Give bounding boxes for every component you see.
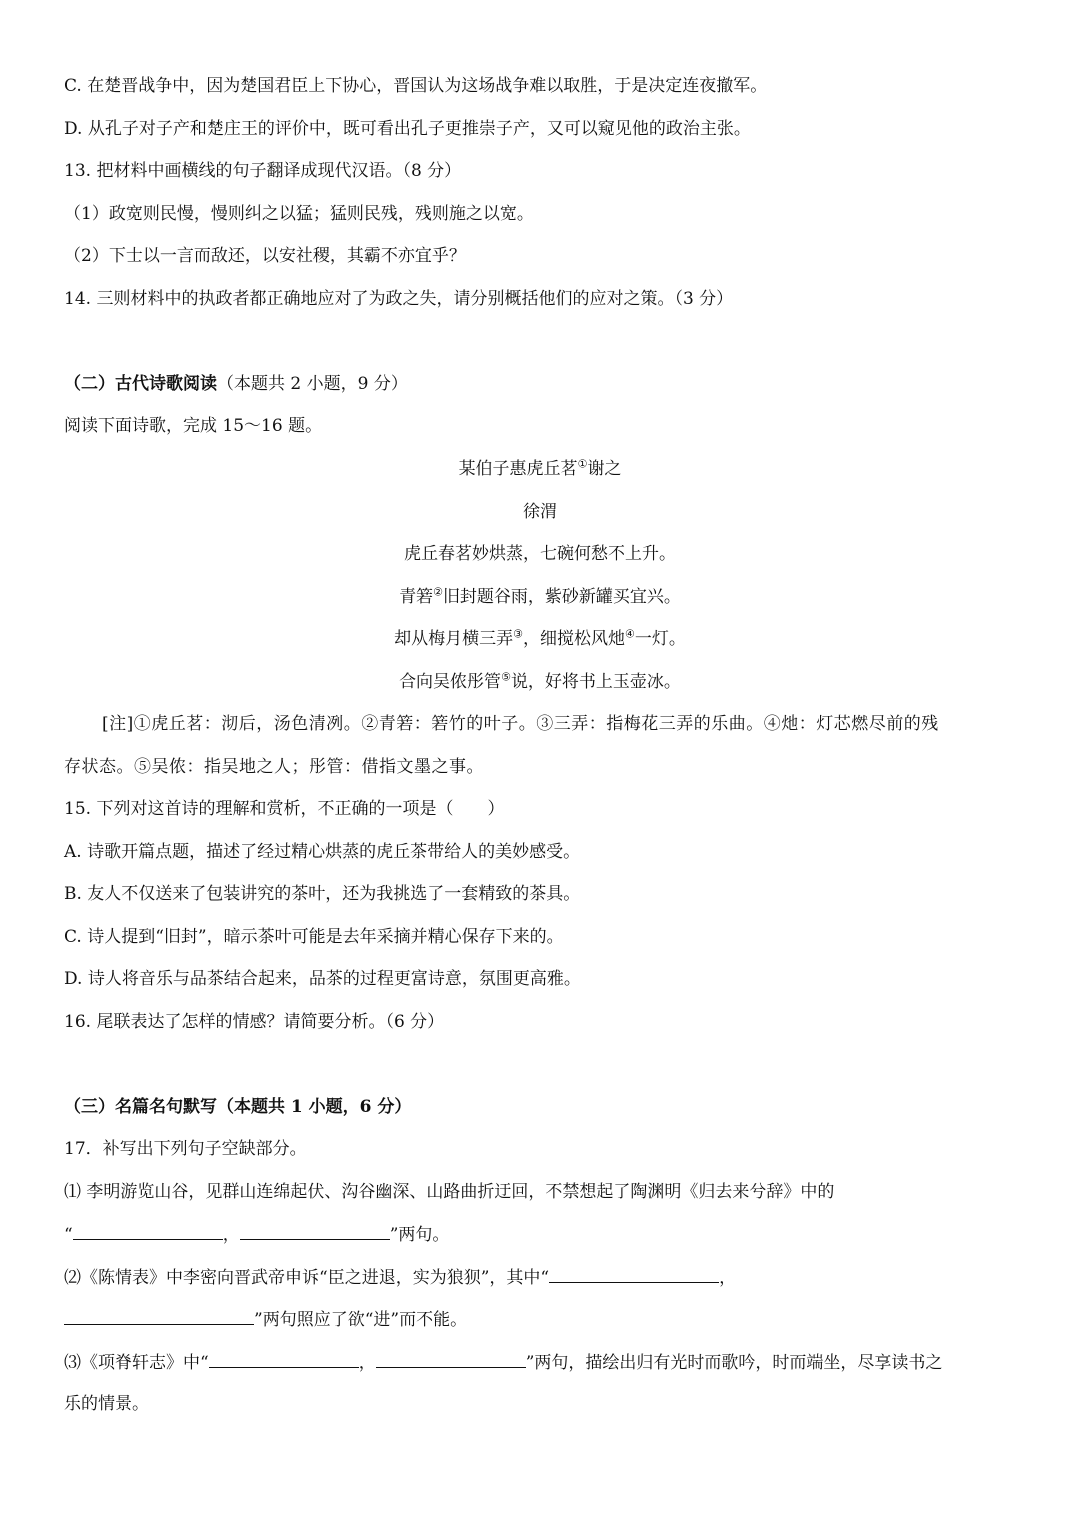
- poem-note-line-2: 存状态。⑤吴侬：指吴地之人；彤管：借指文墨之事。: [64, 757, 484, 777]
- q17-item-2-line-2: ”两句照应了欲“进”而不能。: [64, 1307, 467, 1332]
- q12-option-d: D. 从孔子对子产和楚庄王的评价中，既可看出孔子更推崇子产，又可以窥见他的政治主张。: [64, 119, 751, 139]
- fill-blank[interactable]: [73, 1222, 223, 1240]
- q15-option-a: A. 诗歌开篇点题，描述了经过精心烘蒸的虎丘茶带给人的美妙感受。: [64, 842, 581, 862]
- q13-item-2: （2）下士以一言而敌还，以安社稷，其霸不亦宜乎？: [64, 246, 466, 266]
- fill-blank[interactable]: [549, 1265, 719, 1283]
- section-2-title: （二）古代诗歌阅读: [64, 374, 217, 394]
- q17-item-1-line-2: “ ， ”两句。: [64, 1222, 449, 1247]
- section-3-heading: （三）名篇名句默写（本题共 1 小题，6 分）: [64, 1097, 412, 1117]
- q17-item-3-line-1: ⑶《项脊轩志》中“ ， ”两句，描绘出归有光时而歌吟，时而端坐，尽享读书之: [64, 1350, 942, 1375]
- poem-title: 某伯子惠虎丘茗①谢之: [458, 457, 622, 479]
- poem-line-4: 合向吴侬彤管⑤说，好将书上玉壶冰。: [399, 670, 681, 692]
- fill-blank[interactable]: [240, 1222, 390, 1240]
- section-2-note: （本题共 2 小题，9 分）: [217, 374, 408, 394]
- q14-stem: 14. 三则材料中的执政者都正确地应对了为政之失，请分别概括他们的应对之策。（3 分）: [64, 289, 734, 309]
- q16-stem: 16. 尾联表达了怎样的情感？请简要分析。（6 分）: [64, 1012, 445, 1032]
- fill-blank[interactable]: [64, 1307, 254, 1325]
- q15-option-b: B. 友人不仅送来了包装讲究的茶叶，还为我挑选了一套精致的茶具。: [64, 884, 581, 904]
- q17-item-3-line-2: 乐的情景。: [64, 1394, 149, 1414]
- poem-line-1: 虎丘春茗妙烘蒸，七碗何愁不上升。: [404, 544, 676, 564]
- q13-stem: 13. 把材料中画横线的句子翻译成现代汉语。（8 分）: [64, 161, 462, 181]
- section-2-intro: 阅读下面诗歌，完成 15～16 题。: [64, 416, 323, 436]
- q15-stem: 15. 下列对这首诗的理解和赏析，不正确的一项是（ ）: [64, 799, 505, 819]
- fill-blank[interactable]: [209, 1350, 359, 1368]
- poem-note-line-1: [注]①虎丘茗：沏后，汤色清冽。②青箬：箬竹的叶子。③三弄：指梅花三弄的乐曲。④灺：灯芯燃尽前的残: [102, 714, 939, 734]
- q17-stem: 17．补写出下列句子空缺部分。: [64, 1139, 307, 1159]
- poem-line-3: 却从梅月横三弄③，细搅松风灺④一灯。: [394, 627, 686, 649]
- fill-blank[interactable]: [376, 1350, 526, 1368]
- poem-author: 徐渭: [523, 502, 557, 522]
- q15-option-c: C. 诗人提到“旧封”，暗示茶叶可能是去年采摘并精心保存下来的。: [64, 927, 564, 947]
- q13-item-1: （1）政宽则民慢，慢则纠之以猛；猛则民残，残则施之以宽。: [64, 204, 534, 224]
- q17-item-1-line-1: ⑴ 李明游览山谷，见群山连绵起伏、沟谷幽深、山路曲折迂回，不禁想起了陶渊明《归去来兮辞》中的: [64, 1182, 835, 1202]
- q17-item-2-line-1: ⑵《陈情表》中李密向晋武帝申诉“臣之进退，实为狼狈”，其中“ ，: [64, 1265, 736, 1290]
- q15-option-d: D. 诗人将音乐与品茶结合起来，品茶的过程更富诗意，氛围更高雅。: [64, 969, 581, 989]
- section-2-heading: [64, 372, 408, 396]
- poem-line-2: 青箬②旧封题谷雨，紫砂新罐买宜兴。: [399, 585, 681, 607]
- q12-option-c: C. 在楚晋战争中，因为楚国君臣上下协心，晋国认为这场战争难以取胜，于是决定连夜撤军。: [64, 76, 768, 96]
